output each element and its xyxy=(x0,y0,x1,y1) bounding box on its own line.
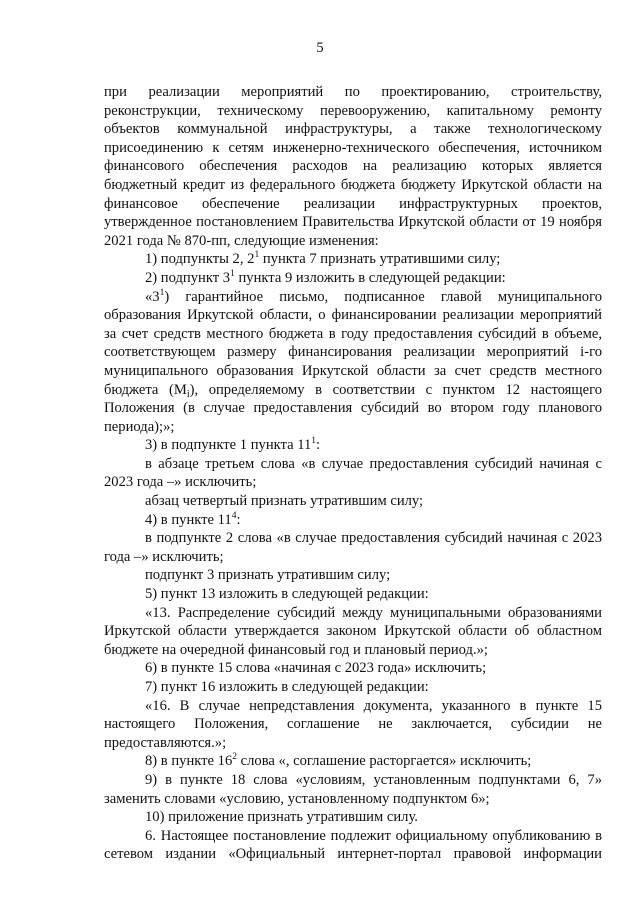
text-run: в подпункте 2 слова «в случае предоставления субсидий начиная с 2023 года –» исключить; xyxy=(104,530,602,565)
paragraph-item-8 xyxy=(104,752,602,771)
text-run: 6. Настоящее постановление подлежит официальному опубликованию в сетевом издании «Официальный интернет-портал правовой информации xyxy=(104,827,602,863)
text-run: подпункт 3 признать утратившим силу; xyxy=(145,567,391,584)
paragraph-item-4-b xyxy=(104,566,602,585)
superscript: 1 xyxy=(159,287,165,298)
paragraph-item-6 xyxy=(104,659,602,678)
text-run: при реализации мероприятий по проектированию, строительству, реконструкции, техническому перевооружению, капитальному ремонту объектов коммунальной инфраструктуры, а также технологическому присоединению к сетям инженерно-технического обеспечения, источником финансового обеспечения расходов на реализацию которых является бюджетный кредит из федерального бюджета бюджету Иркутской области на финансовое обеспечение реализации инфраструктурных проектов, утвержденное постановлением Правительства Иркутской области от 19 ноября 2021 года № 870-пп, следующие изменения: xyxy=(104,84,602,249)
text-run: 2) подпункт 3 xyxy=(145,269,231,286)
superscript: 1 xyxy=(311,436,317,447)
document-body xyxy=(104,83,602,864)
paragraph-item-3-b xyxy=(104,492,602,511)
text-run: : xyxy=(316,437,321,454)
text-run: 10) приложение признать утратившим силу. xyxy=(145,809,418,826)
superscript: 1 xyxy=(254,250,260,261)
paragraph-intro xyxy=(104,83,602,250)
paragraph-item-7 xyxy=(104,678,602,697)
superscript: 2 xyxy=(232,752,238,763)
paragraph-item-1 xyxy=(104,250,602,269)
text-run: пункта 7 признать утратившими силу; xyxy=(259,251,501,268)
paragraph-item-5 xyxy=(104,585,602,604)
text-run: 9) в пункте 18 слова «условиям, установленным подпунктами 6, 7» заменить словами «условию, установленному подпунктом 6»; xyxy=(104,771,602,807)
text-run: ), определяемому в соответствии с пунктом 12 настоящего Положения (в случае предоставления субсидий во втором году планового периода);»; xyxy=(104,381,602,435)
paragraph-item-3-a xyxy=(104,455,602,492)
text-run: в абзаце третьем слова «в случае предоставления субсидий начиная с 2023 года –» исключить; xyxy=(104,455,602,491)
paragraph-item-9 xyxy=(104,771,602,808)
paragraph-item-2-text xyxy=(104,288,602,437)
text-run: слова «, соглашение расторгается» исключить; xyxy=(237,753,532,770)
subscript: i xyxy=(186,388,190,400)
text-run: 7) пункт 16 изложить в следующей редакции: xyxy=(145,679,429,695)
paragraph-section-6 xyxy=(104,827,602,864)
text-run: 1) подпункты 2, 2 xyxy=(145,251,255,268)
paragraph-item-10 xyxy=(104,808,602,827)
text-run: 4) в пункте 11 xyxy=(145,511,232,528)
page-number: 5 xyxy=(316,40,324,56)
superscript: 4 xyxy=(231,510,237,521)
paragraph-item-4-a xyxy=(104,529,602,566)
paragraph-item-4 xyxy=(104,511,602,530)
text-run: «16. В случае непредставления документа, указанного в пункте 15 настоящего Положения, соглашение не заключается, субсидии не предоставляются.»; xyxy=(104,697,602,751)
paragraph-item-2 xyxy=(104,269,602,288)
text-run: 3) в подпункте 1 пункта 11 xyxy=(145,437,312,454)
text-run: ) гарантийное письмо, подписанное главой муниципального образования Иркутской области, о финансировании реализации мероприятий за счет средств местного бюджета в году предоставления субсидий в объеме, соответствующем размеру финансирования реализации мероприятий i-го муниципального образования Иркутской области за счет средств местного бюджета (M xyxy=(104,288,602,398)
paragraph-item-7-text xyxy=(104,697,602,753)
text-run: 5) пункт 13 изложить в следующей редакции: xyxy=(145,586,429,603)
text-run: «3 xyxy=(145,288,160,305)
text-run: абзац четвертый признать утратившим силу; xyxy=(145,493,424,510)
superscript: 1 xyxy=(230,268,235,279)
paragraph-item-3 xyxy=(104,436,602,455)
text-run: пункта 9 изложить в следующей редакции: xyxy=(234,269,506,286)
text-run: «13. Распределение субсидий между муниципальными образованиями Иркутской области утверждается законом Иркутской области об областном бюджете на очередной финансовый год и плановый период.»; xyxy=(104,604,602,658)
text-run: : xyxy=(236,511,241,528)
paragraph-item-5-text xyxy=(104,604,602,660)
text-run: 8) в пункте 16 xyxy=(145,753,233,770)
text-run: 6) в пункте 15 слова «начиная с 2023 года» исключить; xyxy=(145,660,487,677)
